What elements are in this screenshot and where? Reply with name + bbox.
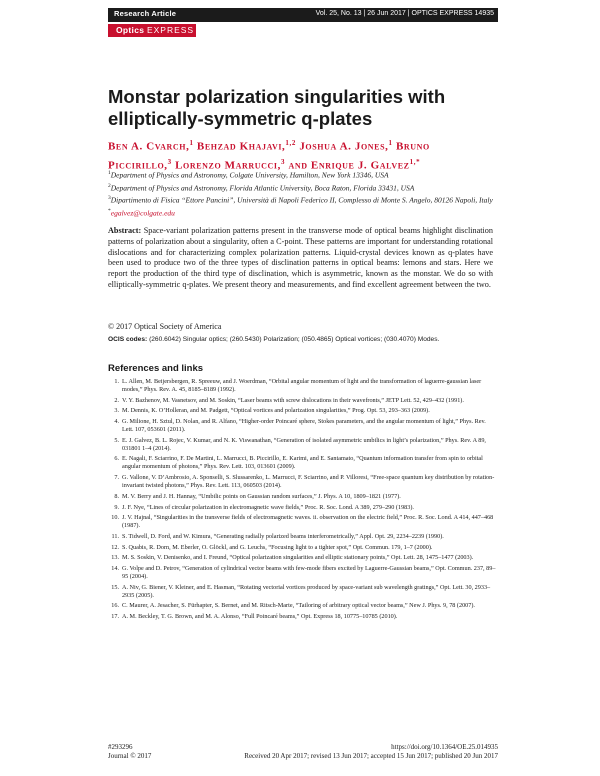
reference-list <box>108 378 496 624</box>
affiliation <box>108 181 493 194</box>
reference-number: 12. <box>111 543 119 551</box>
abstract <box>108 226 493 291</box>
journal-name-express: EXPRESS <box>146 25 195 35</box>
reference-item <box>108 407 496 415</box>
reference-number: 16. <box>111 602 119 610</box>
manuscript-id: #293296 <box>108 743 133 751</box>
author-affiliation-mark: 1 <box>189 139 194 147</box>
reference-text: A. M. Beckley, T. G. Brown, and M. A. Alonso, “Full Poincaré beams,” Opt. Express 18, 10775–10785 (2010). <box>122 613 398 620</box>
reference-item <box>108 493 496 501</box>
reference-item <box>108 602 496 610</box>
affiliation-text: Dipartimento di Fisica “Ettore Pancini”, Università di Napoli Federico II, Complesso di Monte S. Angelo, 80126 Napoli, Italy <box>110 195 493 205</box>
doi-link[interactable]: https://doi.org/10.1364/OE.25.014935 <box>391 743 498 751</box>
reference-number: 15. <box>111 583 119 591</box>
affiliation <box>108 193 493 206</box>
article-type: Research Article <box>114 9 177 18</box>
reference-number: 10. <box>111 514 119 522</box>
reference-item <box>108 613 496 621</box>
affiliation-mark: 2 <box>108 182 111 189</box>
contact-email-link[interactable]: egalvez@colgate.edu <box>110 208 175 217</box>
page-footer <box>108 743 498 761</box>
reference-number: 13. <box>111 554 119 562</box>
affiliation <box>108 168 493 181</box>
reference-number: 7. <box>114 474 119 482</box>
affiliations <box>108 168 493 218</box>
reference-item <box>108 455 496 471</box>
reference-number: 5. <box>114 436 119 444</box>
reference-text: E. Nagali, F. Sciarrino, F. De Martini, L. Marrucci, B. Piccirillo, E. Karimi, and E. Santamato, “Quantum information transfer from spin to orbital angular momentum of photons,” Phys. Rev. Lett. 103, 013601 (2009). <box>122 455 483 471</box>
affiliation-text: Department of Physics and Astronomy, Colgate University, Hamilton, New York 13346, USA <box>110 170 389 180</box>
reference-number: 9. <box>114 503 119 511</box>
reference-text: E. J. Galvez, B. L. Rojec, V. Kumar, and N. K. Viswanathan, “Generation of isolated asymmetric umbilics in light’s polarization,” Phys. Rev. A 89, 031801 1–4 (2014). <box>122 436 486 452</box>
reference-text: M. Dennis, K. O’Holleran, and M. Padgett, “Optical vortices and polarization singularities,” Prog. Opt. 53, 293–363 (2009). <box>122 407 430 415</box>
author: and Enrique J. Galvez <box>288 159 410 172</box>
reference-item <box>108 544 496 552</box>
journal-name: Optics <box>116 25 145 35</box>
affiliation-text: Department of Physics and Astronomy, Florida Atlantic University, Boca Raton, Florida 33431, USA <box>110 183 415 192</box>
reference-item <box>108 554 496 562</box>
affiliation-mark: 3 <box>108 195 111 201</box>
reference-text: C. Maurer, A. Jesacher, S. Fürhapter, S. Bernet, and M. Ritsch-Marte, “Tailoring of arbitrary optical vector beams,” New J. Phys. 9, 78 (2007). <box>122 602 475 610</box>
header-bar <box>108 8 498 22</box>
reference-number: 3. <box>114 407 119 415</box>
author-affiliation-mark: 1,2 <box>285 139 296 147</box>
author-affiliation-mark: 1 <box>388 139 393 147</box>
reference-number: 2. <box>114 396 119 404</box>
copyright-notice: © 2017 Optical Society of America <box>108 322 222 331</box>
author: Ben A. Cvarch, <box>108 140 190 153</box>
reference-item <box>108 474 496 490</box>
journal-copyright: Journal © 2017 <box>108 752 152 760</box>
author: Behzad Khajavi, <box>196 140 286 153</box>
affiliation <box>108 206 493 219</box>
reference-number: 11. <box>111 532 119 540</box>
footer-row <box>108 752 498 761</box>
reference-item <box>108 584 496 600</box>
affiliation-mark: * <box>108 207 111 214</box>
reference-item <box>108 565 496 581</box>
reference-number: 6. <box>114 455 119 463</box>
reference-item <box>108 418 496 434</box>
reference-item <box>108 378 496 394</box>
reference-text: S. Tidwell, D. Ford, and W. Kimura, “Generating radially polarized beams interferometrically,” Appl. Opt. 29, 2234–2239 (1990). <box>122 532 444 540</box>
author: Joshua A. Jones, <box>299 140 389 153</box>
reference-text: G. Milione, H. Sztul, D. Nolan, and R. Alfano, “Higher-order Poincaré sphere, Stokes parameters, and the angular momentum of light,” Phys. Rev. Lett. 107, 053601 (2011). <box>122 418 486 434</box>
ocis-codes <box>108 335 498 344</box>
reference-text: V. Y. Bazhenov, M. Vasnetsov, and M. Soskin, “Laser beams with screw dislocations in their wavefronts,” JETP Lett. 52, 429–432 (1991). <box>122 396 464 404</box>
author-affiliation-mark: 1,* <box>409 157 421 166</box>
footer-row <box>108 743 498 752</box>
reference-item <box>108 504 496 512</box>
reference-item <box>108 437 496 453</box>
references-heading: References and links <box>108 363 204 374</box>
reference-number: 14. <box>111 564 119 572</box>
ocis-text: (260.6042) Singular optics; (260.5430) Polarization; (050.4865) Optical vortices; (030.4070) Modes. <box>149 336 440 343</box>
author: Lorenzo Marrucci, <box>175 159 281 172</box>
abstract-text: Space-variant polarization patterns present in the transverse mode of optical beams highlight disclination patterns of polarization about a singularity, often a C-point. These patterns are important for understanding rotational dislocations and for characterizing complex polarization patterns. Liquid-crystal devices known as q-plates have been used to produce two of the three types of disclination patterns in optical beams: lemons and stars. Here we report the production of the third type of disclination, which is asymmetric, known as the monstar. We do so with elliptically-symmetric q-plates. We present theory and measurements, and find excellent agreement between the two. <box>108 226 493 289</box>
reference-number: 8. <box>114 492 119 500</box>
journal-logo <box>108 24 196 37</box>
affiliation-mark: 1 <box>108 170 111 176</box>
ocis-label: OCIS codes: <box>108 336 148 343</box>
reference-number: 17. <box>111 613 119 620</box>
reference-item <box>108 397 496 405</box>
publication-dates: Received 20 Apr 2017; revised 13 Jun 2017; accepted 15 Jun 2017; published 20 Jun 2017 <box>244 752 498 760</box>
reference-text: M. S. Soskin, V. Denisenko, and I. Freund, “Optical polarization singularities and elliptic stationary points,” Opt. Lett. 28, 1475–1477 (2003). <box>122 554 474 562</box>
reference-text: J. V. Hajnal, “Singularities in the transverse fields of electromagnetic waves. ii. observation on the electric field,” Proc. R. Soc. Lond. A 414, 447–468 (1987). <box>122 514 494 530</box>
reference-text: M. V. Berry and J. H. Hannay, “Umbilic points on Gaussian random surfaces,” J. Phys. A 10, 1809–1821 (1977). <box>122 492 401 500</box>
paper-title: Monstar polarization singularities with elliptically-symmetric q-plates <box>108 86 446 129</box>
reference-item <box>108 514 496 530</box>
author: Bruno Piccirillo, <box>108 140 430 172</box>
reference-item <box>108 533 496 541</box>
reference-text: A. Niv, G. Biener, V. Kleiner, and E. Hasman, “Rotating vectorial vortices produced by space-variant sub wavelength gratings,” Opt. Lett. 30, 2933–2935 (2005). <box>122 583 491 599</box>
journal-meta: Vol. 25, No. 13 | 26 Jun 2017 | OPTICS EXPRESS 14935 <box>315 10 494 17</box>
author-affiliation-mark: 3 <box>167 157 172 166</box>
reference-text: G. Volpe and D. Petrov, “Generation of cylindrical vector beams with few-mode fibers excited by Laguerre-Gaussian beams,” Opt. Commun. 237, 89–95 (2004). <box>122 564 496 580</box>
reference-number: 4. <box>114 418 119 426</box>
reference-text: S. Quabis, R. Dorn, M. Eberler, O. Glöckl, and G. Leuchs, “Focusing light to a tighter spot,” Opt. Commun. 179, 1–7 (2000). <box>122 543 433 551</box>
reference-text: J. F. Nye, “Lines of circular polarization in electromagnetic wave fields,” Proc. R. Soc. Lond. A 389, 279–290 (1983). <box>122 503 414 511</box>
reference-number: 1. <box>114 378 119 385</box>
abstract-label: Abstract: <box>108 226 142 235</box>
reference-text: L. Allen, M. Beijersbergen, R. Spreeuw, and J. Woerdman, “Orbital angular momentum of light and the transformation of laguerre-gaussian laser modes,” Phys. Rev. A. 45, 8185–8189 (1992). <box>122 378 482 393</box>
reference-text: G. Vallone, V. D’Ambrosio, A. Sponselli, S. Slussarenko, L. Marrucci, F. Sciarrino, and P. Villoresi, “Free-space quantum key distribution by rotation-invariant twisted photons,” Phys. Rev. Lett. 113, 060503 (2014). <box>122 474 495 490</box>
author-affiliation-mark: 3 <box>280 157 286 166</box>
